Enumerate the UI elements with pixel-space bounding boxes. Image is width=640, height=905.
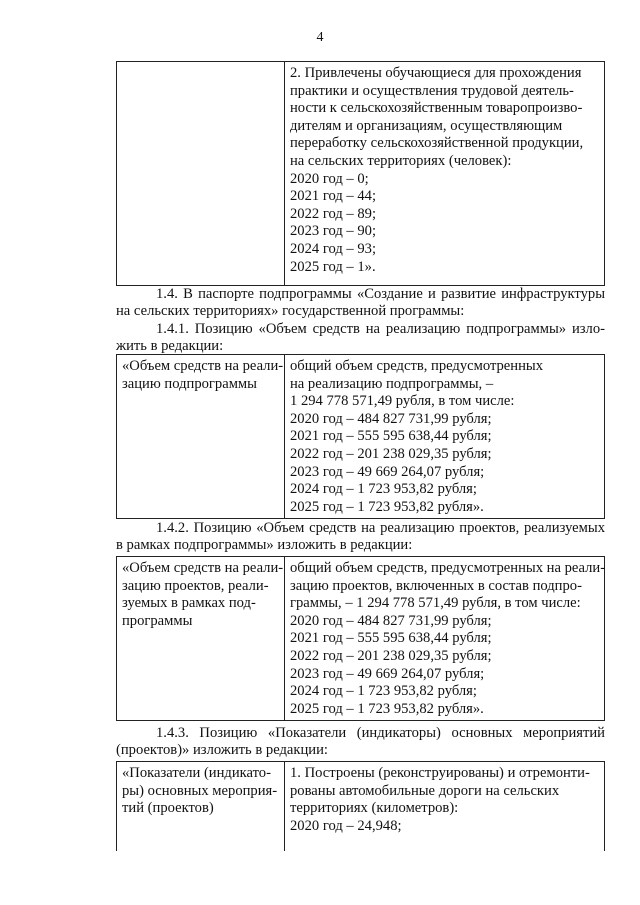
table1-line: 2021 год – 44;	[290, 188, 377, 205]
table3-line: 2020 год – 484 827 731,99 рубля;	[290, 612, 492, 629]
table2-left-line: «Объем средств на реали-	[122, 358, 284, 374]
table3-line: 2024 год – 1 723 953,82 рубля;	[290, 683, 477, 700]
table3-left-line: зацию проектов, реали-	[122, 577, 269, 594]
table3-left-line: программы	[122, 612, 193, 629]
table4-line: 2020 год – 24,948;	[290, 817, 402, 834]
table1-line: переработку сельскохозяйственной продукции,	[290, 135, 584, 152]
page-number: 4	[316, 30, 324, 45]
table-project-funding	[116, 556, 605, 721]
table2-line: 2022 год – 201 238 029,35 рубля;	[290, 445, 492, 462]
table4-left-line: тий (проектов)	[122, 800, 214, 817]
table1-line: практики и осуществления трудовой деятель-	[290, 82, 574, 99]
table1-right-cell	[285, 62, 605, 286]
table2-line: 2021 год – 555 595 638,44 рубля;	[290, 428, 492, 445]
table2-line: 2020 год – 484 827 731,99 рубля;	[290, 410, 492, 427]
paragraph-line: в рамках подпрограммы» изложить в редакции:	[116, 536, 413, 553]
table2-left-line: зацию подпрограммы	[122, 375, 257, 392]
table-indicators	[116, 761, 605, 851]
paragraph-line: жить в редакции:	[116, 337, 224, 354]
table3-line: граммы, – 1 294 778 571,49 рубля, в том числе:	[290, 595, 581, 612]
paragraph-line: 1.4.2. Позицию «Объем средств на реализацию проектов, реализуемых	[156, 520, 605, 536]
table4-left-line: ры) основных мероприя-	[122, 782, 278, 799]
table3-right-cell	[285, 557, 605, 721]
paragraph-line: 1.4.3. Позицию «Показатели (индикаторы) основных мероприятий	[156, 725, 605, 741]
table3-line: 2025 год – 1 723 953,82 рубля».	[290, 700, 484, 717]
table4-line: территориях (километров):	[290, 800, 459, 817]
paragraph-1-4-2	[116, 520, 605, 553]
table4-left-line: «Показатели (индикато-	[122, 765, 271, 781]
table1-line: 2. Привлечены обучающиеся для прохождения	[290, 65, 582, 81]
paragraph-line: на сельских территориях» государственной программы:	[116, 302, 465, 319]
paragraph-line: (проектов)» изложить в редакции:	[116, 741, 328, 758]
paragraph-1-4	[116, 286, 605, 319]
table2-line: 2025 год – 1 723 953,82 рубля».	[290, 498, 484, 515]
table1-line: 2025 год – 1».	[290, 258, 376, 275]
table2-line: общий объем средств, предусмотренных	[290, 358, 544, 374]
table-subprogram-funding	[116, 354, 605, 519]
table3-left-cell	[117, 557, 285, 721]
table3-line: 2022 год – 201 238 029,35 рубля;	[290, 647, 492, 664]
paragraph-1-4-3	[116, 725, 605, 758]
table4-left-cell	[117, 762, 285, 852]
table4-line: рованы автомобильные дороги на сельских	[290, 782, 560, 799]
table2-line: 2024 год – 1 723 953,82 рубля;	[290, 481, 477, 498]
table4-line: 1. Построены (реконструированы) и отремонти-	[290, 765, 590, 781]
table1-line: 2023 год – 90;	[290, 223, 377, 240]
table1-line: ности к сельскохозяйственным товаропроизво-	[290, 100, 583, 117]
table1-left-cell	[117, 62, 285, 286]
table1-line: 2024 год – 93;	[290, 240, 377, 257]
table3-line: зацию проектов, включенных в состав подпро-	[290, 577, 582, 594]
table1-line: 2022 год – 89;	[290, 205, 377, 222]
paragraph-1-4-1	[116, 321, 605, 354]
table1-line: 2020 год – 0;	[290, 170, 369, 187]
table3-left-line: «Объем средств на реали-	[122, 560, 284, 576]
table2-right-cell	[285, 355, 605, 519]
table3-line: 2021 год – 555 595 638,44 рубля;	[290, 630, 492, 647]
table2-line: на реализацию подпрограммы, –	[290, 375, 494, 392]
table2-left-cell	[117, 355, 285, 519]
table4-right-cell	[285, 762, 605, 852]
table1-line: дителям и организациям, осуществляющим	[290, 117, 563, 134]
table3-line: общий объем средств, предусмотренных на реали-	[290, 560, 606, 576]
table3-line: 2023 год – 49 669 264,07 рубля;	[290, 665, 485, 682]
paragraph-line: 1.4.1. Позицию «Объем средств на реализацию подпрограммы» изло-	[156, 321, 605, 337]
paragraph-line: 1.4. В паспорте подпрограммы «Создание и развитие инфраструктуры	[156, 286, 605, 302]
table2-line: 2023 год – 49 669 264,07 рубля;	[290, 463, 485, 480]
table1-line: на сельских территориях (человек):	[290, 152, 512, 169]
table2-line: 1 294 778 571,49 рубля, в том числе:	[290, 393, 515, 410]
table3-left-line: зуемых в рамках под-	[122, 595, 256, 612]
table-student-practice	[116, 61, 605, 286]
